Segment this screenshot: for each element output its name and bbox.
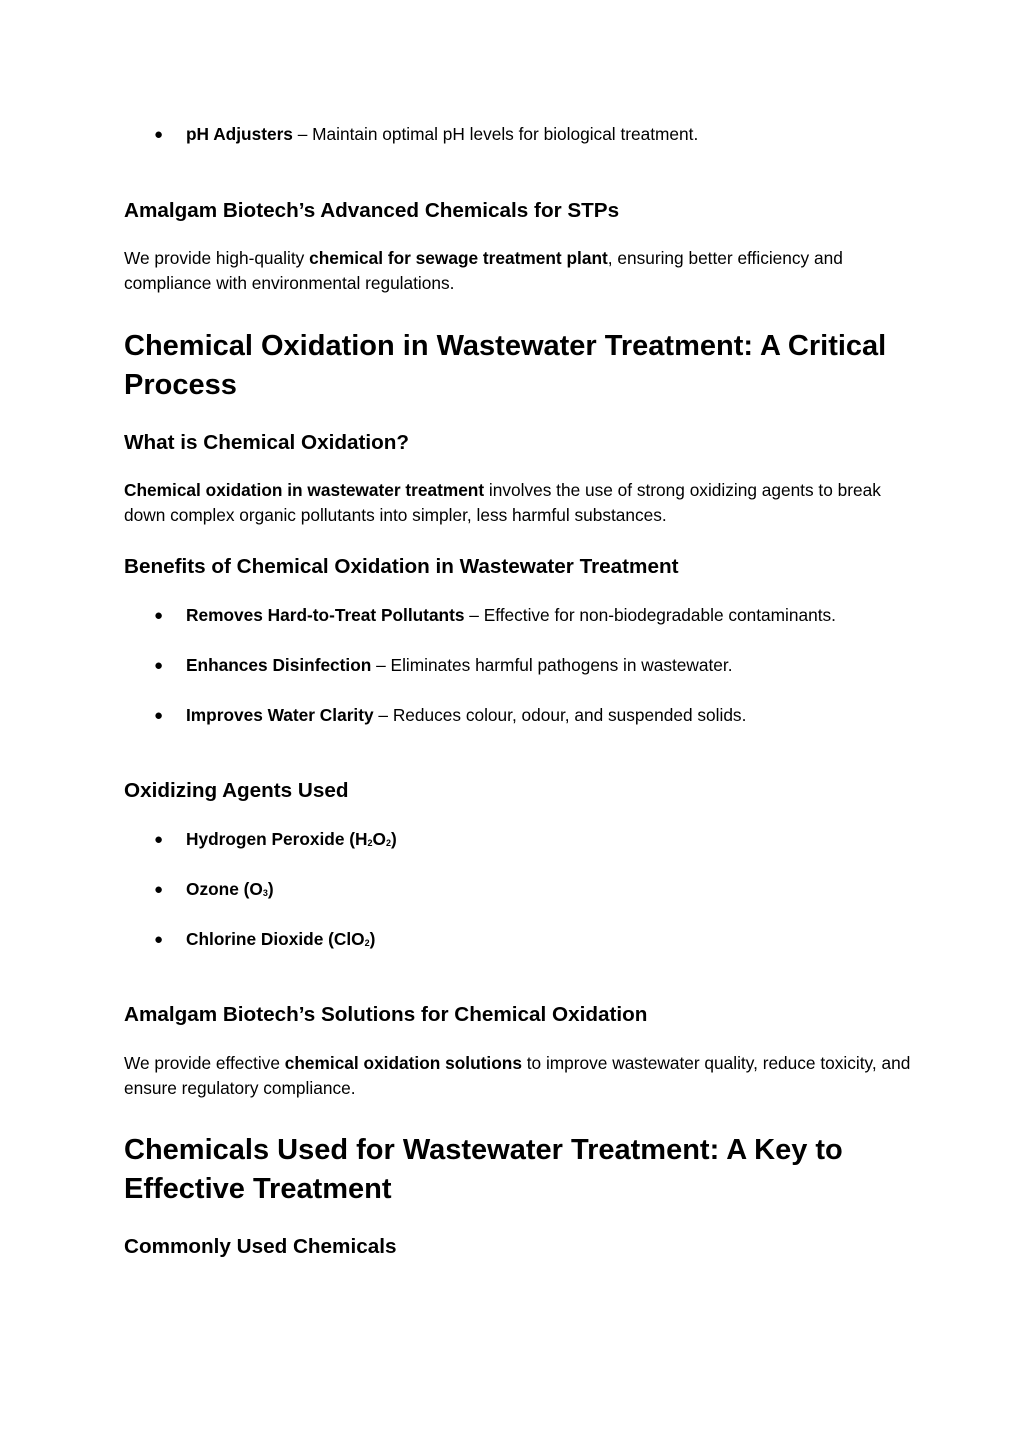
bullet-icon: ● bbox=[154, 126, 164, 143]
list-item-term: pH Adjusters bbox=[186, 124, 293, 144]
agent-name: Hydrogen Peroxide (H bbox=[186, 829, 368, 849]
heading-common-chemicals: Commonly Used Chemicals bbox=[124, 1235, 397, 1258]
agent-name: Ozone (O bbox=[186, 879, 263, 899]
paragraph-stp-keyword: chemical for sewage treatment plant bbox=[309, 248, 608, 268]
agent-name: Chlorine Dioxide (ClO bbox=[186, 929, 365, 949]
subscript: 2 bbox=[364, 938, 370, 948]
paragraph-stp-rest: , ensuring better efficiency and compliance with environmental regulations. bbox=[124, 248, 843, 293]
list-item-text bbox=[186, 653, 733, 678]
heading-chemical-oxidation: Chemical Oxidation in Wastewater Treatment: A Critical Process bbox=[124, 330, 887, 401]
list-item-text bbox=[186, 827, 397, 855]
list-item-description: – Maintain optimal pH levels for biological treatment. bbox=[292, 124, 699, 144]
bullet-icon: ● bbox=[154, 881, 164, 898]
heading-oxidation-solutions: Amalgam Biotech’s Solutions for Chemical Oxidation bbox=[124, 1003, 648, 1026]
agent-formula-close: ) bbox=[390, 829, 397, 849]
heading-stp-chemicals: Amalgam Biotech’s Advanced Chemicals for STPs bbox=[124, 199, 620, 222]
paragraph-what-is-oxidation bbox=[124, 478, 914, 528]
agent-formula-close: ) bbox=[267, 879, 274, 899]
bullet-icon: ● bbox=[154, 831, 164, 848]
list-item-text bbox=[186, 927, 375, 955]
list-item-description: – Eliminates harmful pathogens in wastewater. bbox=[371, 655, 733, 675]
heading-benefits: Benefits of Chemical Oxidation in Wastewater Treatment bbox=[124, 555, 679, 578]
heading-what-is-oxidation: What is Chemical Oxidation? bbox=[124, 431, 410, 454]
paragraph-solutions-intro: We provide effective bbox=[124, 1053, 285, 1073]
agent-formula-part: O bbox=[372, 829, 386, 849]
bullet-icon: ● bbox=[154, 657, 164, 674]
subscript: 2 bbox=[385, 838, 391, 848]
list-item-text bbox=[186, 603, 836, 628]
list-item-text bbox=[186, 877, 274, 905]
list-item-term: Enhances Disinfection bbox=[186, 655, 372, 675]
bullet-icon: ● bbox=[154, 607, 164, 624]
paragraph-solutions-rest: to improve wastewater quality, reduce toxicity, and ensure regulatory compliance. bbox=[124, 1053, 911, 1098]
heading-chemicals-used: Chemicals Used for Wastewater Treatment: A Key to Effective Treatment bbox=[124, 1134, 843, 1205]
list-item-term: Improves Water Clarity bbox=[186, 705, 374, 725]
subscript: 3 bbox=[262, 888, 268, 898]
paragraph-solutions-keyword: chemical oxidation solutions bbox=[284, 1053, 522, 1073]
heading-oxidizing-agents: Oxidizing Agents Used bbox=[124, 779, 349, 802]
bullet-icon: ● bbox=[154, 931, 164, 948]
list-item-text bbox=[186, 703, 746, 728]
list-item-description: – Reduces colour, odour, and suspended solids. bbox=[373, 705, 747, 725]
list-item-description: – Effective for non-biodegradable contaminants. bbox=[464, 605, 836, 625]
paragraph-stp bbox=[124, 246, 914, 296]
subscript: 2 bbox=[367, 838, 373, 848]
paragraph-oxidation-keyword: Chemical oxidation in wastewater treatment bbox=[124, 480, 485, 500]
paragraph-oxidation-rest: involves the use of strong oxidizing agents to break down complex organic pollutants into simpler, less harmful substances. bbox=[124, 480, 881, 525]
agent-formula-close: ) bbox=[369, 929, 376, 949]
paragraph-stp-intro: We provide high-quality bbox=[124, 248, 310, 268]
list-item-term: Removes Hard-to-Treat Pollutants bbox=[186, 605, 465, 625]
list-item-text bbox=[186, 122, 698, 147]
paragraph-oxidation-solutions bbox=[124, 1051, 914, 1101]
bullet-icon: ● bbox=[154, 707, 164, 724]
